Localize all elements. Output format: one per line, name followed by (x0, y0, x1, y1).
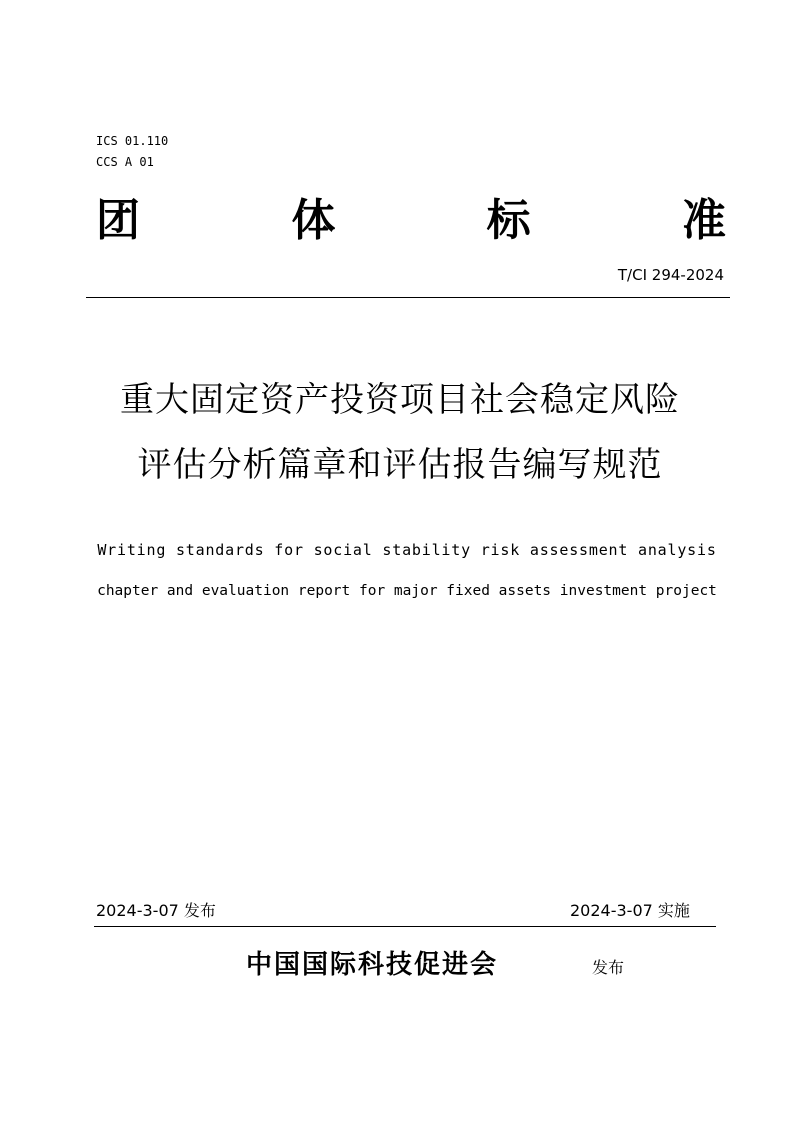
chinese-title-line-1: 重大固定资产投资项目社会稳定风险 (120, 380, 680, 420)
implement-date: 2024-3-07 实施 (570, 901, 690, 920)
standard-number: T/CI 294-2024 (617, 266, 724, 284)
standard-type-char: 标 (486, 195, 531, 246)
header-divider (86, 297, 730, 298)
chinese-title-line-2: 评估分析篇章和评估报告编写规范 (137, 445, 663, 485)
publisher-suffix: 发布 (592, 958, 625, 977)
standard-type-char: 准 (681, 195, 726, 246)
english-title-line-1: Writing standards for social stability risk assessment analysis (97, 541, 717, 559)
publisher-name: 中国国际科技促进会 (246, 950, 499, 980)
footer-divider (94, 926, 716, 927)
ccs-code: CCS A 01 (96, 155, 154, 169)
standard-type-heading (96, 188, 726, 244)
publish-date: 2024-3-07 发布 (96, 901, 216, 920)
standard-type-char: 体 (291, 195, 336, 246)
english-title-line-2: chapter and evaluation report for major fixed assets investment project (97, 583, 717, 599)
ics-code: ICS 01.110 (96, 134, 169, 148)
standard-type-char: 团 (96, 195, 140, 246)
